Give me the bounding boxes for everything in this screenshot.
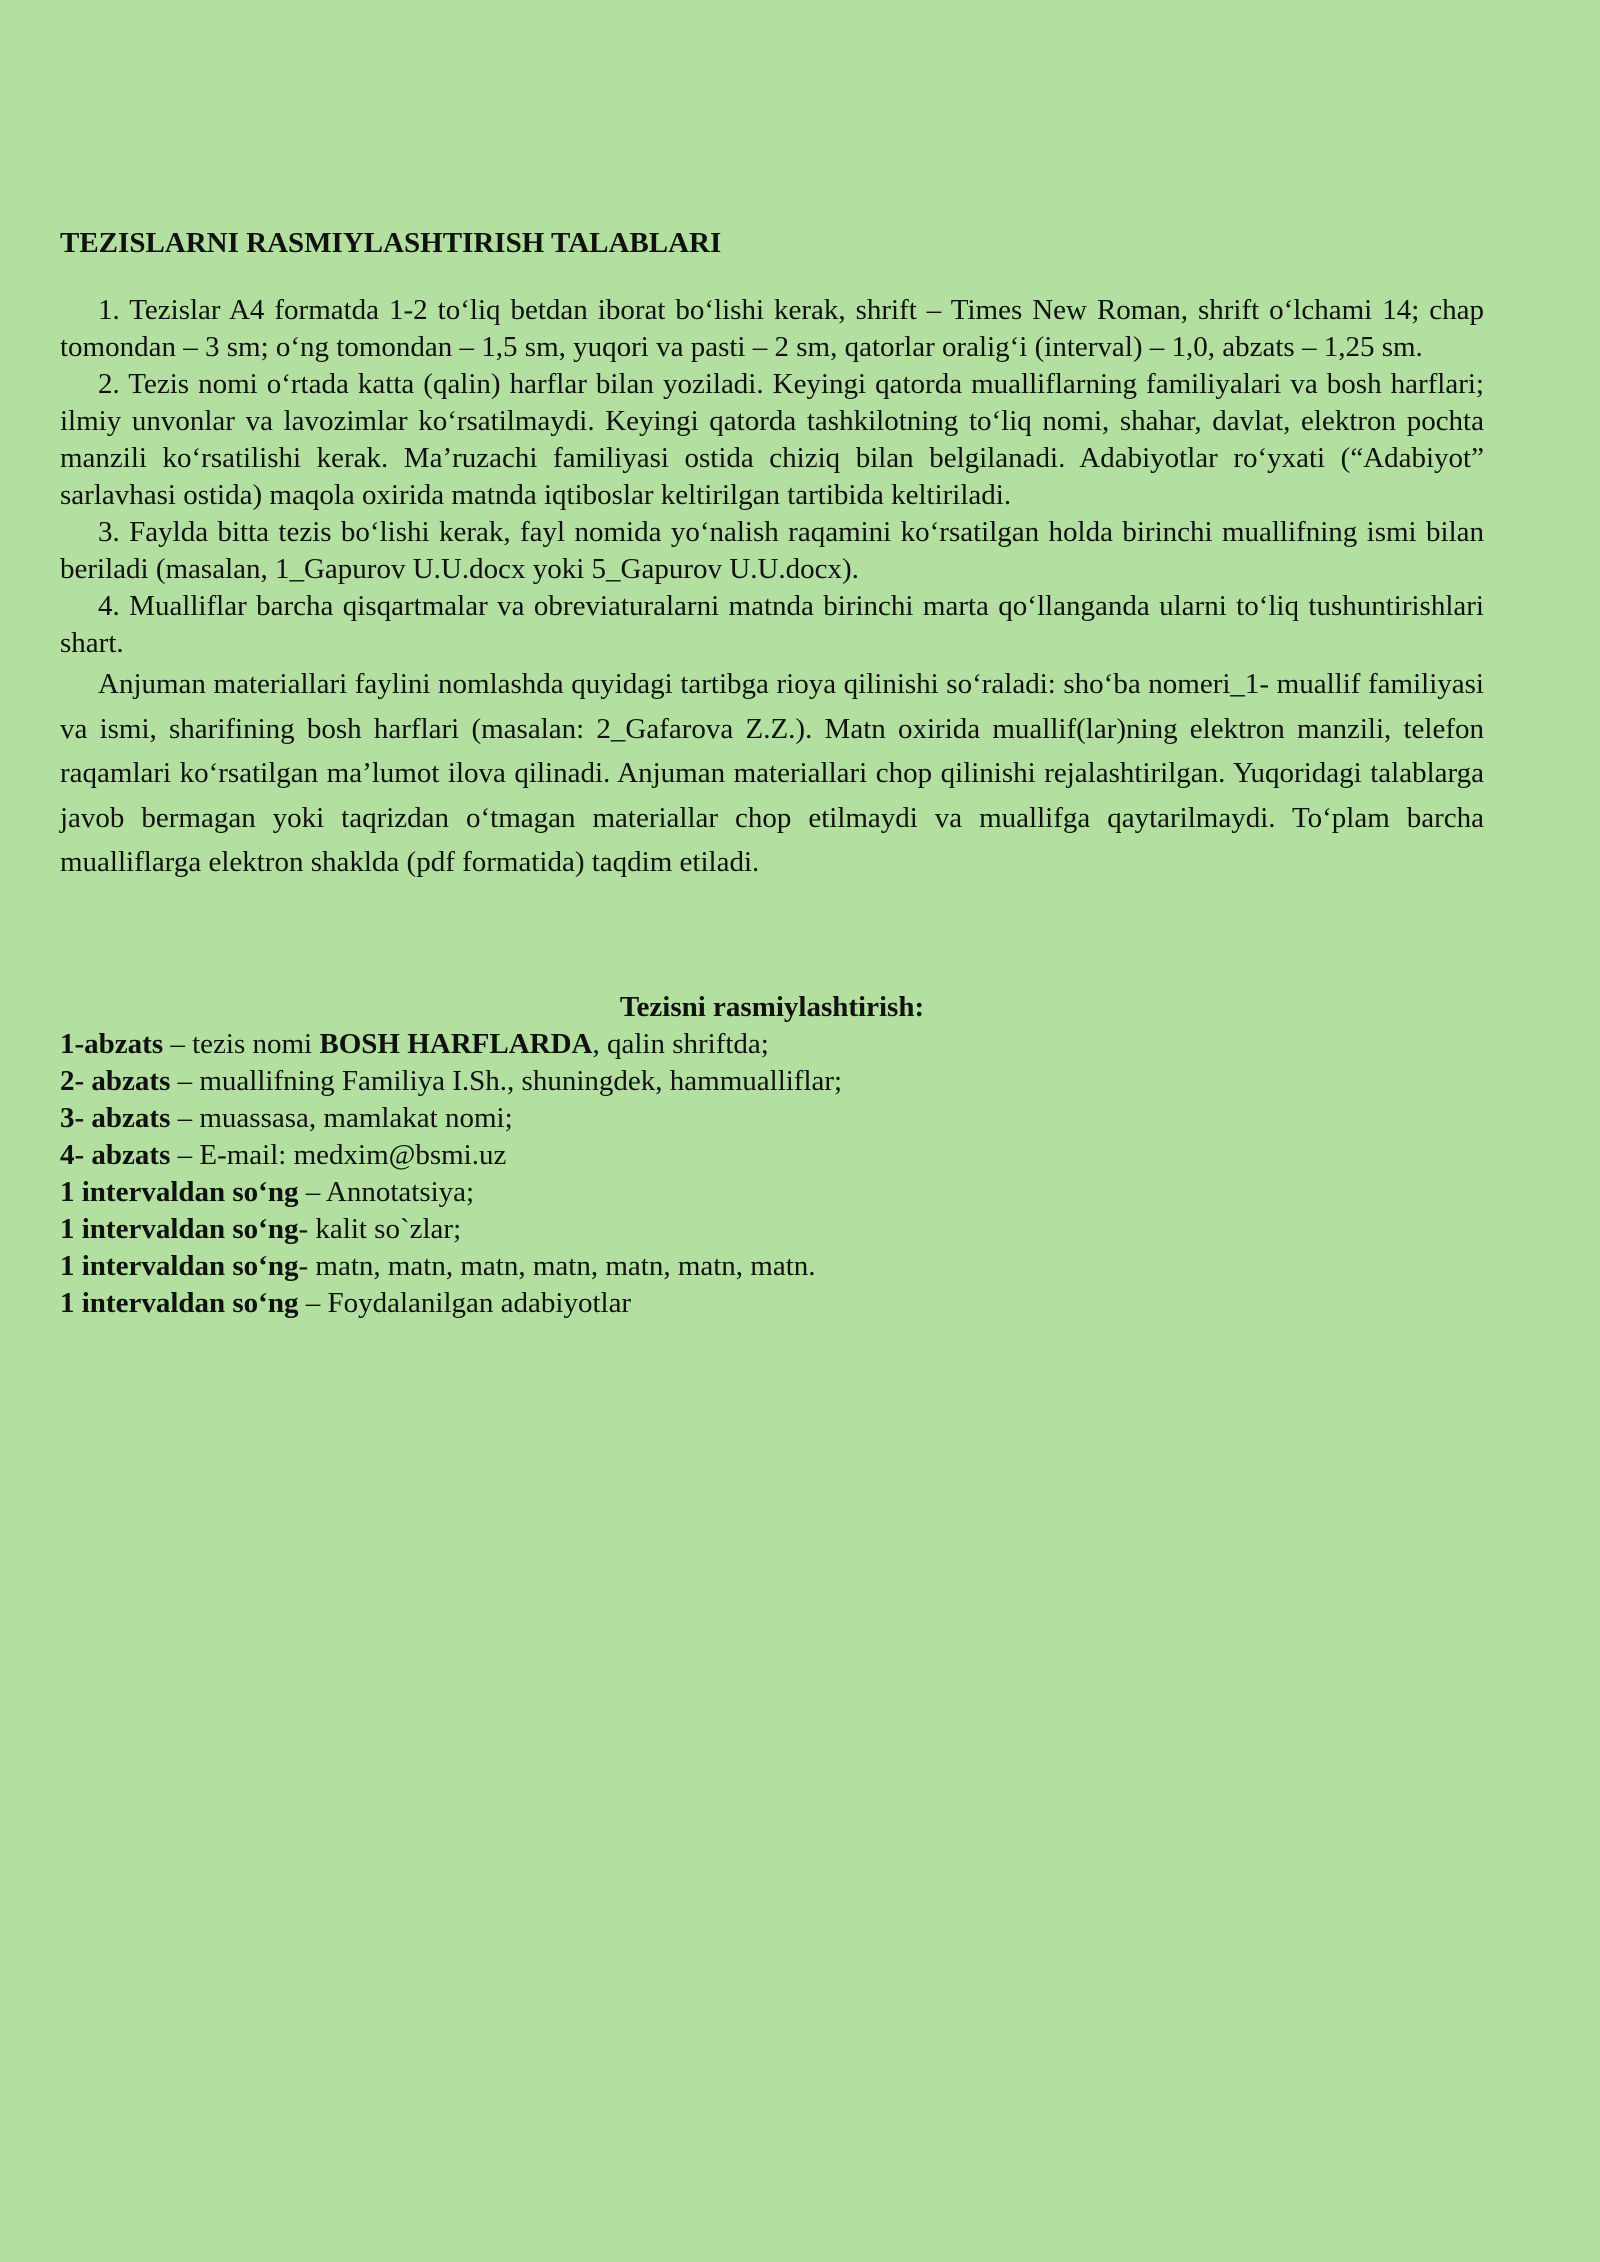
format-line-emphasis: BOSH HARFLARDA [319,1027,593,1060]
format-line-label: 1 intervaldan so‘ng [60,1212,299,1245]
format-line-text: – E-mail: medxim@bsmi.uz [170,1138,507,1171]
format-line-text: - kalit so`zlar; [298,1212,462,1245]
format-line-label: 1 intervaldan so‘ng [60,1175,299,1208]
format-line-label: 4- abzats [60,1138,171,1171]
format-line-text: - matn, matn, matn, matn, matn, matn, matn. [298,1249,816,1282]
format-line-2 [60,1063,1484,1100]
format-line-text: – muallifning Familiya I.Sh., shuningdek, hammualliflar; [170,1064,843,1097]
format-line-label: 1 intervaldan so‘ng [60,1249,299,1282]
format-line-label: 1 intervaldan so‘ng [60,1286,299,1319]
document-content [60,222,1484,1322]
requirement-1: 1. Tezislar A4 formatda 1-2 to‘liq betdan iborat bo‘lishi kerak, shrift – Times New Roman, shrift o‘lchami 14; chap tomondan – 3 sm; o‘ng tomondan – 1,5 sm, yuqori va pasti – 2 sm, qatorlar oralig‘i (interval) – 1,0, abzats – 1,25 sm. [60,294,1484,363]
requirement-2: 2. Tezis nomi o‘rtada katta (qalin) harflar bilan yoziladi. Keyingi qatorda mualliflarning familiyalari va bosh harflari; ilmiy unvonlar va lavozimlar ko‘rsatilmaydi. Keyingi qatorda tashkilotning to‘liq nomi, shahar, davlat, elektron pochta manzili ko‘rsatilishi kerak. Ma’ruzachi familiyasi ostida chiziq bilan belgilanadi. Adabiyotlar ro‘yxati (“Adabiyot” sarlavhasi ostida) maqola oxirida matnda iqtiboslar keltirilgan tartibida keltiriladi. [60,368,1484,511]
format-line-text-end: , qalin shriftda; [592,1027,769,1060]
format-line-label: 1-abzats [60,1027,164,1060]
format-line-6 [60,1211,1484,1248]
format-line-text: – tezis nomi [163,1027,320,1060]
format-line-label: 2- abzats [60,1064,171,1097]
requirement-4: 4. Mualliflar barcha qisqartmalar va obreviaturalarni matnda birinchi marta qo‘llanganda ularni to‘liq tushuntirishlari shart. [60,590,1484,659]
format-line-3 [60,1100,1484,1137]
format-line-7 [60,1248,1484,1285]
format-line-5 [60,1174,1484,1211]
format-line-8 [60,1285,1484,1322]
submission-note: Anjuman materiallari faylini nomlashda quyidagi tartibga rioya qilinishi so‘raladi: sho‘ba nomeri_1- muallif familiyasi va ismi, sharifining bosh harflari (masalan: 2_Gafarova Z.Z.). Matn oxirida muallif(lar)ning elektron manzili, telefon raqamlari ko‘rsatilgan ma’lumot ilova qilinadi. Anjuman materiallari chop qilinishi rejalashtirilgan. Yuqoridagi talablarga javob bermagan yoki taqrizdan o‘tmagan materiallar chop etilmaydi va muallifga qaytarilmaydi. To‘plam barcha mualliflarga elektron shaklda (pdf formatida) taqdim etiladi. [60,668,1484,879]
format-line-label: 3- abzats [60,1101,171,1134]
document-title: TEZISLARNI RASMIYLASHTIRISH TALABLARI [60,227,722,259]
format-title: Tezisni rasmiylashtirish: [619,990,925,1023]
format-line-text: – Annotatsiya; [298,1175,475,1208]
format-line-1 [60,1026,1484,1063]
format-line-text: – muassasa, mamlakat nomi; [170,1101,513,1134]
format-line-4 [60,1137,1484,1174]
format-line-text: – Foydalanilgan adabiyotlar [298,1286,632,1319]
requirement-3: 3. Faylda bitta tezis bo‘lishi kerak, fayl nomida yo‘nalish raqamini ko‘rsatilgan holda birinchi muallifning ismi bilan beriladi (masalan, 1_Gapurov U.U.docx yoki 5_Gapurov U.U.docx). [60,516,1484,585]
